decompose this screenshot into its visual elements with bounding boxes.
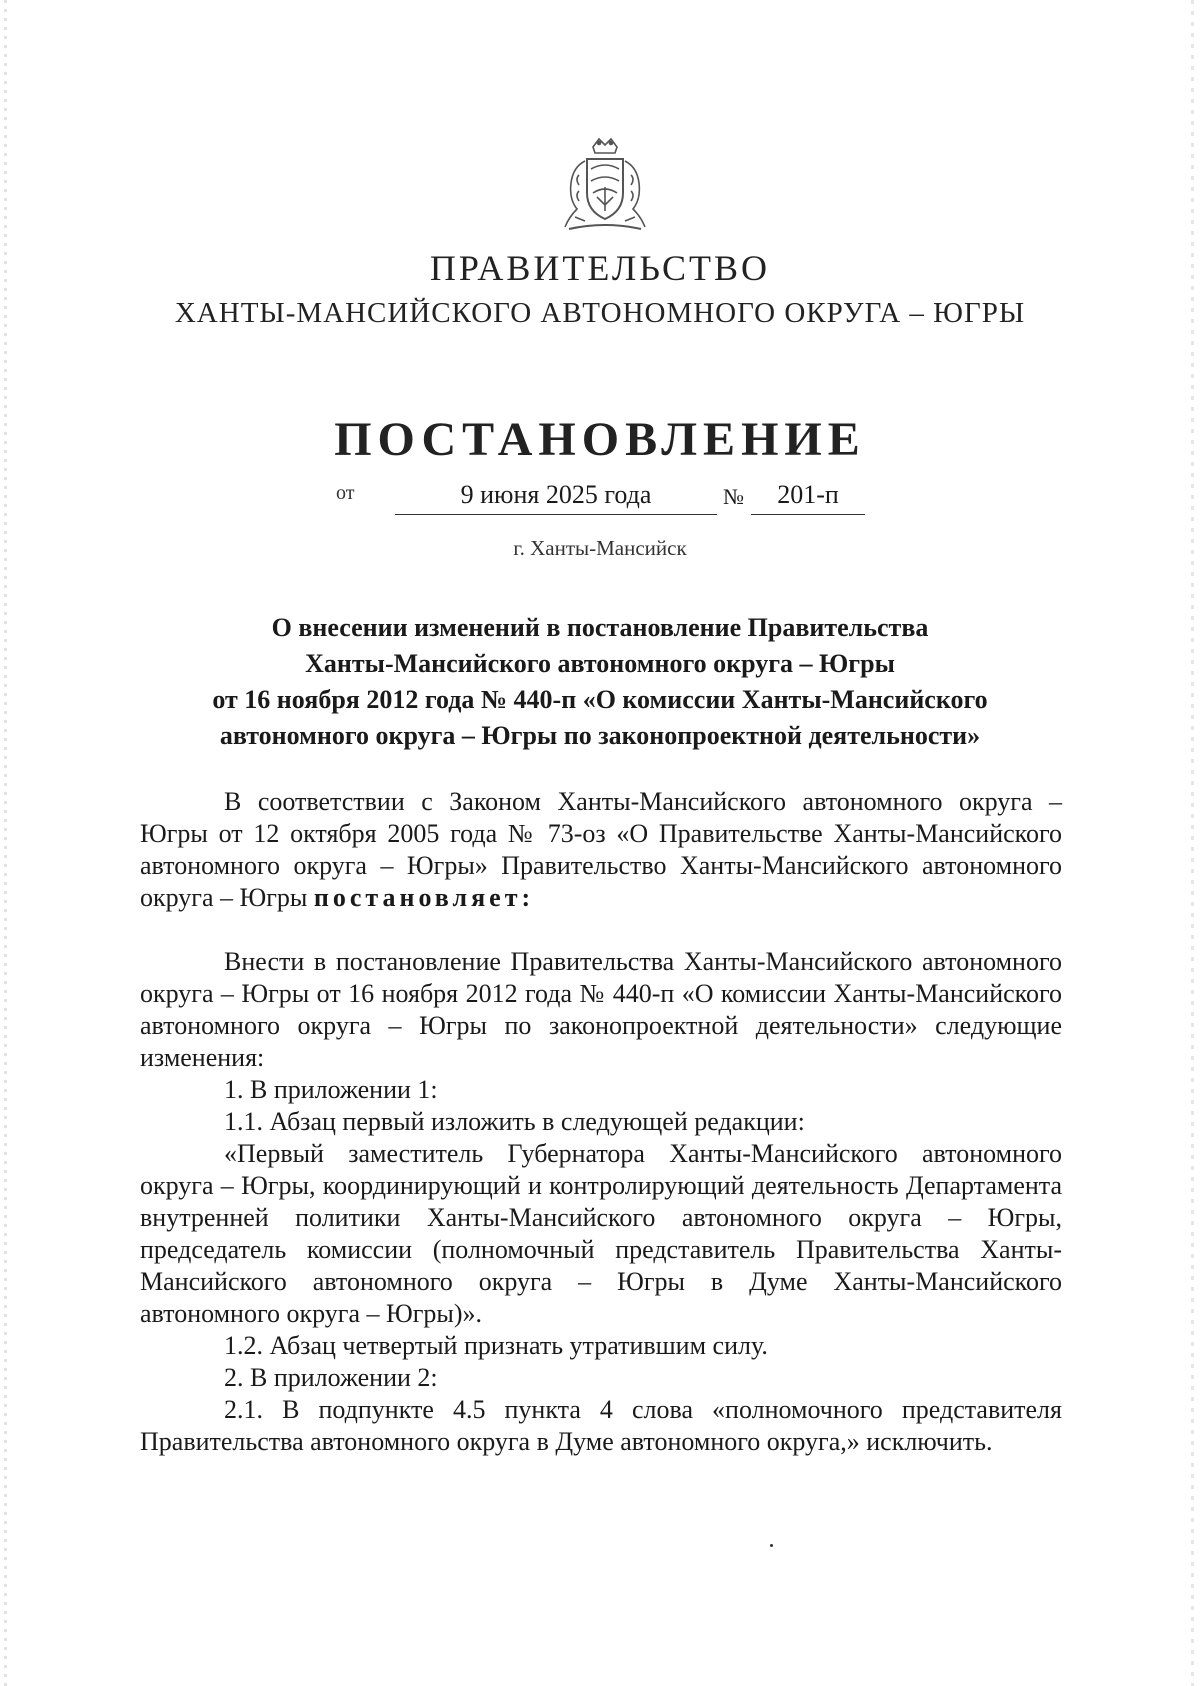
item-1-1-text: «Первый заместитель Губернатора Ханты-Мансийского автономного округа – Югры, координирующий и контролирующий деятельность Департамента внутренней политики Ханты-Мансийского автономного округа – Югры, председатель комиссии (полномочный представитель Правительства Ханты-Мансийского автономного округа – Югры в Думе Ханты-Мансийского автономного округа – Югры)». <box>140 1139 1062 1328</box>
preamble-text: В соответствии с Законом Ханты-Мансийского автономного округа – Югры от 12 октября 2005 года № 73-оз «О Правительстве Ханты-Мансийского автономного округа – Югры» Правительство Ханты-Мансийского автономного округа – Югры <box>140 787 1062 912</box>
decree-word: постановляет: <box>313 883 535 912</box>
city: г. Ханты-Мансийск <box>513 536 687 560</box>
title-line: Ханты-Мансийского автономного округа – Югры <box>305 649 895 678</box>
coat-of-arms-icon <box>555 135 655 235</box>
org-name-line1: ПРАВИТЕЛЬСТВО <box>429 248 771 288</box>
item-2-1: 2.1. В подпункте 4.5 пункта 4 слова «полномочного представителя Правительства автономного округа в Думе автономного округа,» исключить. <box>140 1395 1062 1456</box>
date-number-line <box>0 480 1200 520</box>
body-block <box>140 946 1062 1458</box>
body-intro: Внести в постановление Правительства Ханты-Мансийского автономного округа – Югры от 16 ноября 2012 года № 440-п «О комиссии Ханты-Мансийского автономного округа – Югры по законопроектной деятельности» следующие изменения: <box>140 947 1062 1072</box>
title-line: от 16 ноября 2012 года № 440-п «О комиссии Ханты-Мансийского <box>212 685 988 714</box>
date-prefix: от <box>336 482 355 504</box>
document-title <box>120 610 1080 754</box>
item-1: 1. В приложении 1: <box>224 1075 438 1104</box>
document-number: 201-п <box>751 480 865 515</box>
title-line: автономного округа – Югры по законопроектной деятельности» <box>219 721 981 750</box>
preamble-paragraph <box>140 786 1062 914</box>
item-1-2: 1.2. Абзац четвертый признать утратившим силу. <box>224 1331 768 1360</box>
document-type: ПОСТАНОВЛЕНИЕ <box>334 413 866 466</box>
scan-speck <box>770 1544 773 1547</box>
number-sign: № <box>723 484 744 509</box>
preamble-block <box>140 786 1062 914</box>
title-line: О внесении изменений в постановление Правительства <box>271 613 929 642</box>
org-name-line2: ХАНТЫ-МАНСИЙСКОГО АВТОНОМНОГО ОКРУГА – ЮГРЫ <box>174 297 1026 329</box>
item-2: 2. В приложении 2: <box>224 1363 438 1392</box>
item-1-1: 1.1. Абзац первый изложить в следующей редакции: <box>224 1107 805 1136</box>
document-date: 9 июня 2025 года <box>395 480 717 515</box>
